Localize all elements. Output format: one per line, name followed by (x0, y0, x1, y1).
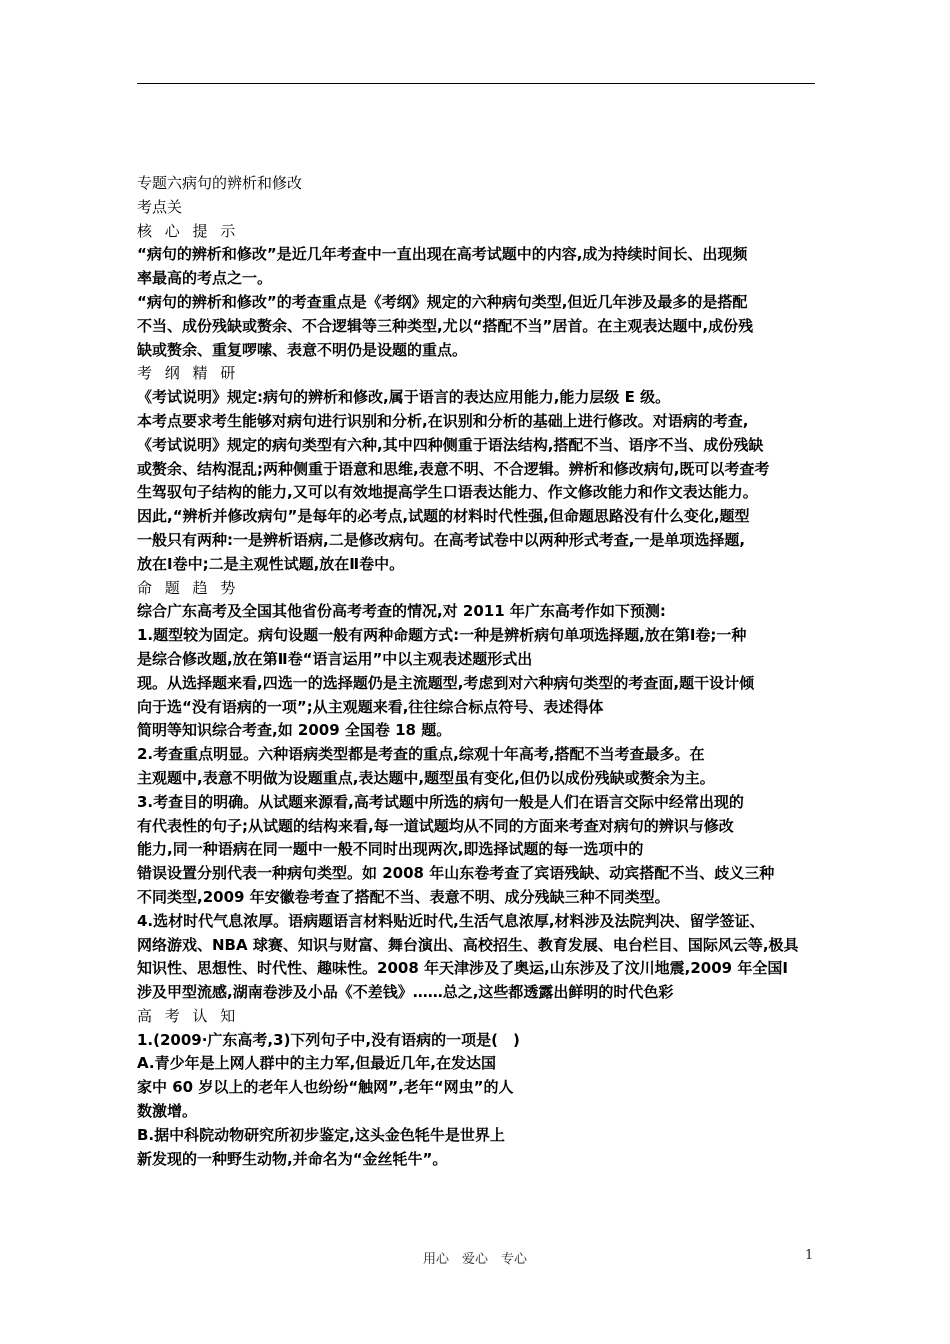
footer-motto: 用心 爱心 专心 (422, 1252, 527, 1267)
text-line: 知识性、思想性、时代性、趣味性。2008 年天津涉及了奥运,山东涉及了汶川地震,2009 年全国Ⅰ (137, 959, 788, 978)
text-line: 简明等知识综合考查,如 2009 全国卷 18 题。 (137, 721, 452, 740)
subsection-heading: 命 题 趋 势 (137, 578, 240, 597)
text-line: 缺或赘余、重复啰嗦、表意不明仍是设题的重点。 (137, 340, 468, 359)
text-line: 因此,“辨析并修改病句”是每年的必考点,试题的材料时代性强,但命题思路没有什么变化,题型 (137, 507, 750, 526)
text-line: 本考点要求考生能够对病句进行识别和分析,在识别和分析的基础上进行修改。对语病的考查, (137, 411, 749, 430)
page-number: 1 (805, 1248, 814, 1263)
text-line: 放在Ⅰ卷中;二是主观性试题,放在Ⅱ卷中。 (137, 554, 405, 573)
text-line: 2.考查重点明显。六种语病类型都是考查的重点,综观十年高考,搭配不当考查最多。在 (137, 745, 705, 764)
text-line: 向于选“没有语病的一项”;从主观题来看,往往综合标点符号、表述得体 (137, 697, 604, 716)
text-line: 能力,同一种语病在同一题中一般不同时出现两次,即选择试题的每一选项中的 (137, 840, 644, 859)
text-line: 错误设置分别代表一种病句类型。如 2008 年山东卷考查了宾语残缺、动宾搭配不当、歧义三种 (137, 864, 775, 883)
text-line: 3.考查目的明确。从试题来源看,高考试题中所选的病句一般是人们在语言交际中经常出现的 (137, 792, 744, 811)
text-line: 或赘余、结构混乱;两种侧重于语意和思维,表意不明、不合逻辑。辨析和修改病句,既可以考查考 (137, 459, 770, 478)
text-line: 生驾驭句子结构的能力,又可以有效地提高学生口语表达能力、作文修改能力和作文表达能力。 (137, 483, 758, 502)
subsection-heading: 考 纲 精 研 (137, 364, 240, 383)
question-stem: 1.(2009·广东高考,3)下列句子中,没有语病的一项是( ) (137, 1030, 520, 1049)
text-line: 有代表性的句子;从试题的结构来看,每一道试题均从不同的方面来考查对病句的辨识与修改 (137, 816, 734, 835)
text-line: 1.题型较为固定。病句设题一般有两种命题方式:一种是辨析病句单项选择题,放在第Ⅰ卷;一种 (137, 626, 747, 645)
text-line: 涉及甲型流感,湖南卷涉及小品《不差钱》……总之,这些都透露出鲜明的时代色彩 (137, 983, 674, 1002)
text-line: 《考试说明》规定的病句类型有六种,其中四种侧重于语法结构,搭配不当、语序不当、成份残缺 (137, 435, 764, 454)
doc-title: 专题六病句的辨析和修改 (137, 174, 303, 192)
answer-option-line: A.青少年是上网人群中的主力军,但最近几年,在发达国 (137, 1054, 496, 1073)
text-line: 综合广东高考及全国其他省份高考考查的情况,对 2011 年广东高考作如下预测: (137, 602, 666, 621)
document-body (137, 172, 817, 1171)
text-line: 4.选材时代气息浓厚。语病题语言材料贴近时代,生活气息浓厚,材料涉及法院判决、留学签证、 (137, 911, 765, 930)
subsection-heading: 高 考 认 知 (137, 1006, 240, 1025)
text-line: 率最高的考点之一。 (137, 269, 273, 288)
text-line: 现。从选择题来看,四选一的选择题仍是主流题型,考虑到对六种病句类型的考查面,题干设计倾 (137, 673, 755, 692)
answer-option-line: B.据中科院动物研究所初步鉴定,这头金色牦牛是世界上 (137, 1125, 505, 1144)
text-line: 网络游戏、NBA 球赛、知识与财富、舞台演出、高校招生、教育发展、电台栏目、国际风云等,极具 (137, 935, 799, 954)
header-rule (137, 83, 815, 84)
text-line: “病句的辨析和修改”是近几年考查中一直出现在高考试题中的内容,成为持续时间长、出现频 (137, 245, 748, 264)
subsection-heading: 核 心 提 示 (137, 221, 240, 240)
text-line: 不同类型,2009 年安徽卷考查了搭配不当、表意不明、成分残缺三种不同类型。 (137, 887, 670, 906)
section-heading: 考点关 (137, 197, 183, 216)
text-line: 是综合修改题,放在第Ⅱ卷“语言运用”中以主观表述题形式出 (137, 649, 533, 668)
text-line: 一般只有两种:一是辨析语病,二是修改病句。在高考试卷中以两种形式考查,一是单项选择题, (137, 530, 746, 549)
text-line: 不当、成份残缺或赘余、不合逻辑等三种类型,尤以“搭配不当”居首。在主观表达题中,成份残 (137, 316, 754, 335)
answer-option-line: 家中 60 岁以上的老年人也纷纷“触网”,老年“网虫”的人 (137, 1078, 514, 1097)
text-line: 《考试说明》规定:病句的辨析和修改,属于语言的表达应用能力,能力层级 E 级。 (137, 388, 671, 407)
text-line: “病句的辨析和修改”的考查重点是《考纲》规定的六种病句类型,但近几年涉及最多的是搭配 (137, 292, 748, 311)
text-line: 主观题中,表意不明做为设题重点,表达题中,题型虽有变化,但仍以成份残缺或赘余为主。 (137, 768, 715, 787)
answer-option-line: 数激增。 (137, 1102, 198, 1121)
answer-option-line: 新发现的一种野生动物,并命名为“金丝牦牛”。 (137, 1149, 448, 1168)
